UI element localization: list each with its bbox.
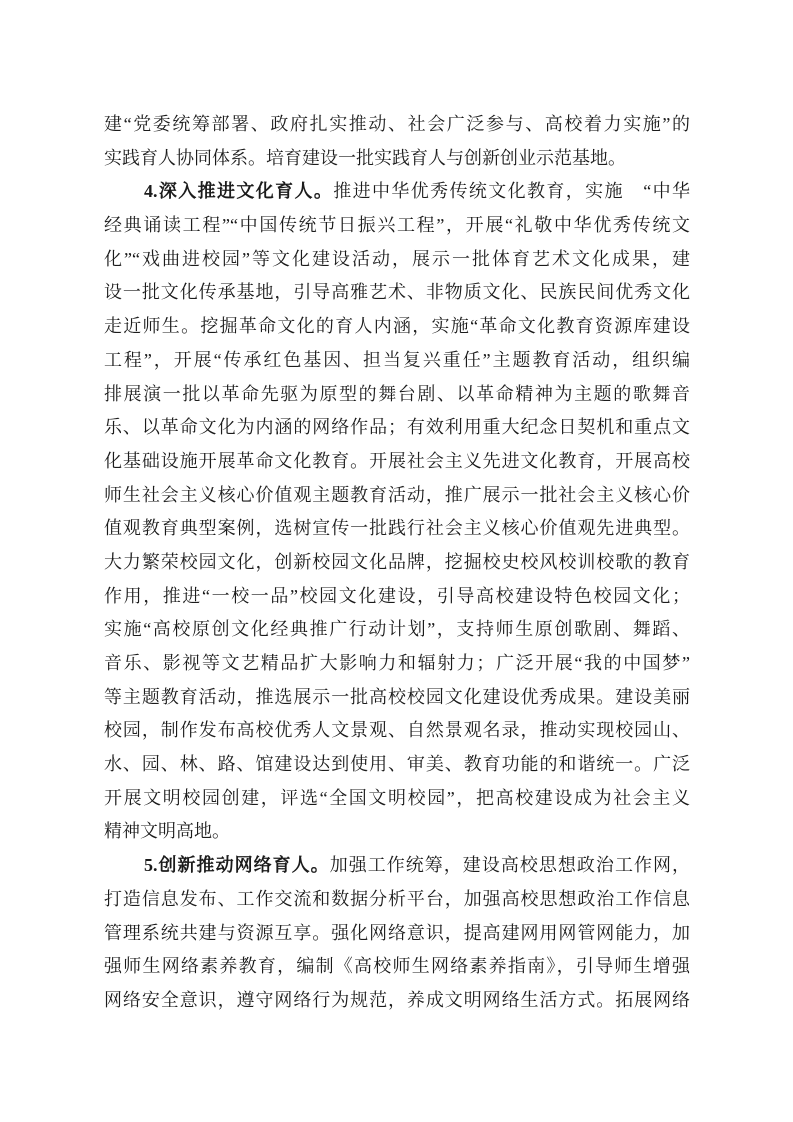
line-text: 值观教育典型案例，选树宣传一批践行社会主义核心价值观先进典型。 xyxy=(104,518,690,539)
text-line xyxy=(104,647,690,681)
text-line xyxy=(104,681,690,715)
line-text: 设一批文化传承基地，引导高雅艺术、非物质文化、民族民间优秀文化 xyxy=(104,282,690,303)
text-line xyxy=(104,411,690,445)
text-line xyxy=(104,782,690,816)
line-text: 音乐、影视等文艺精品扩大影响力和辐射力；广泛开展“我的中国梦” xyxy=(104,653,690,673)
text-line xyxy=(104,479,690,513)
text-line xyxy=(104,546,690,580)
line-text: 管理系统共建与资源互享。强化网络意识，提高建网用网管网能力，加 xyxy=(104,922,690,943)
text-line xyxy=(104,378,690,412)
line-text: 强师生网络素养教育，编制《高校师生网络素养指南》，引导师生增强 xyxy=(104,956,690,977)
line-text: 精神文明高地。 xyxy=(104,821,230,842)
text-line xyxy=(104,815,690,849)
text-line xyxy=(104,950,690,984)
text-line xyxy=(104,445,690,479)
text-line xyxy=(104,243,690,277)
line-text: 排展演一批以革命先驱为原型的舞台剧、以革命精神为主题的歌舞音 xyxy=(104,383,690,404)
line-text: 实践育人协同体系。培育建设一批实践育人与创新创业示范基地。 xyxy=(104,147,626,168)
text-line xyxy=(104,613,690,647)
text-line xyxy=(104,917,690,951)
line-text: 网络安全意识，遵守网络行为规范，养成文明网络生活方式。拓展网络 xyxy=(104,989,690,1010)
text-line xyxy=(104,748,690,782)
line-text: 化基础设施开展革命文化教育。开展社会主义先进文化教育，开展高校 xyxy=(104,450,690,471)
text-line xyxy=(104,344,690,378)
line-text: 实施“高校原创文化经典推广行动计划”，支持师生原创歌剧、舞蹈、 xyxy=(104,619,690,640)
paragraph-4-lead: 4.深入推进文化育人。 xyxy=(144,181,334,202)
paragraph-5-lead: 5.创新推动网络育人。 xyxy=(144,855,330,876)
text-line xyxy=(104,276,690,310)
line-text: 走近师生。挖掘革命文化的育人内涵，实施“革命文化教育资源库建设 xyxy=(104,316,690,337)
line-text: 建“党委统筹部署、政府扎实推动、社会广泛参与、高校着力实施”的 xyxy=(104,114,690,134)
line-text: 水、园、林、路、馆建设达到使用、审美、教育功能的和谐统一。广泛 xyxy=(104,754,690,775)
line-text: 作用，推进“一校一品”校园文化建设，引导高校建设特色校园文化； xyxy=(104,585,690,606)
text-line xyxy=(104,512,690,546)
line-text: 大力繁荣校园文化，创新校园文化品牌，挖掘校史校风校训校歌的教育 xyxy=(104,551,690,572)
text-line xyxy=(104,209,690,243)
text-line xyxy=(104,142,690,176)
line-text: 工程”，开展“传承红色基因、担当复兴重任”主题教育活动，组织编 xyxy=(104,349,690,370)
line-text: 开展文明校园创建，评选“全国文明校园”，把高校建设成为社会主义 xyxy=(104,787,690,808)
paragraph-5-heading-line xyxy=(104,849,690,883)
text-line xyxy=(104,883,690,917)
paragraph-4-heading-line xyxy=(104,175,690,209)
line-text: 打造信息发布、工作交流和数据分析平台，加强高校思想政治工作信息 xyxy=(104,888,690,909)
text-line xyxy=(104,984,690,1018)
line-text: 乐、以革命文化为内涵的网络作品；有效利用重大纪念日契机和重点文 xyxy=(104,417,690,438)
text-line xyxy=(104,108,690,142)
text-line xyxy=(104,310,690,344)
line-text: 经典诵读工程”“中国传统节日振兴工程”，开展“礼敬中华优秀传统文 xyxy=(104,215,690,236)
line-text: 化”“戏曲进校园”等文化建设活动，展示一批体育艺术文化成果，建 xyxy=(104,248,690,269)
text-line xyxy=(104,580,690,614)
document-text-block xyxy=(104,108,690,1018)
line-text: 推进中华优秀传统文化教育，实施 “中华 xyxy=(333,181,690,202)
line-text: 加强工作统筹，建设高校思想政治工作网， xyxy=(329,855,690,876)
line-text: 校园，制作发布高校优秀人文景观、自然景观名录，推动实现校园山、 xyxy=(104,720,690,741)
text-line xyxy=(104,714,690,748)
line-text: 师生社会主义核心价值观主题教育活动，推广展示一批社会主义核心价 xyxy=(104,484,690,505)
line-text: 等主题教育活动，推选展示一批高校校园文化建设优秀成果。建设美丽 xyxy=(104,686,690,707)
